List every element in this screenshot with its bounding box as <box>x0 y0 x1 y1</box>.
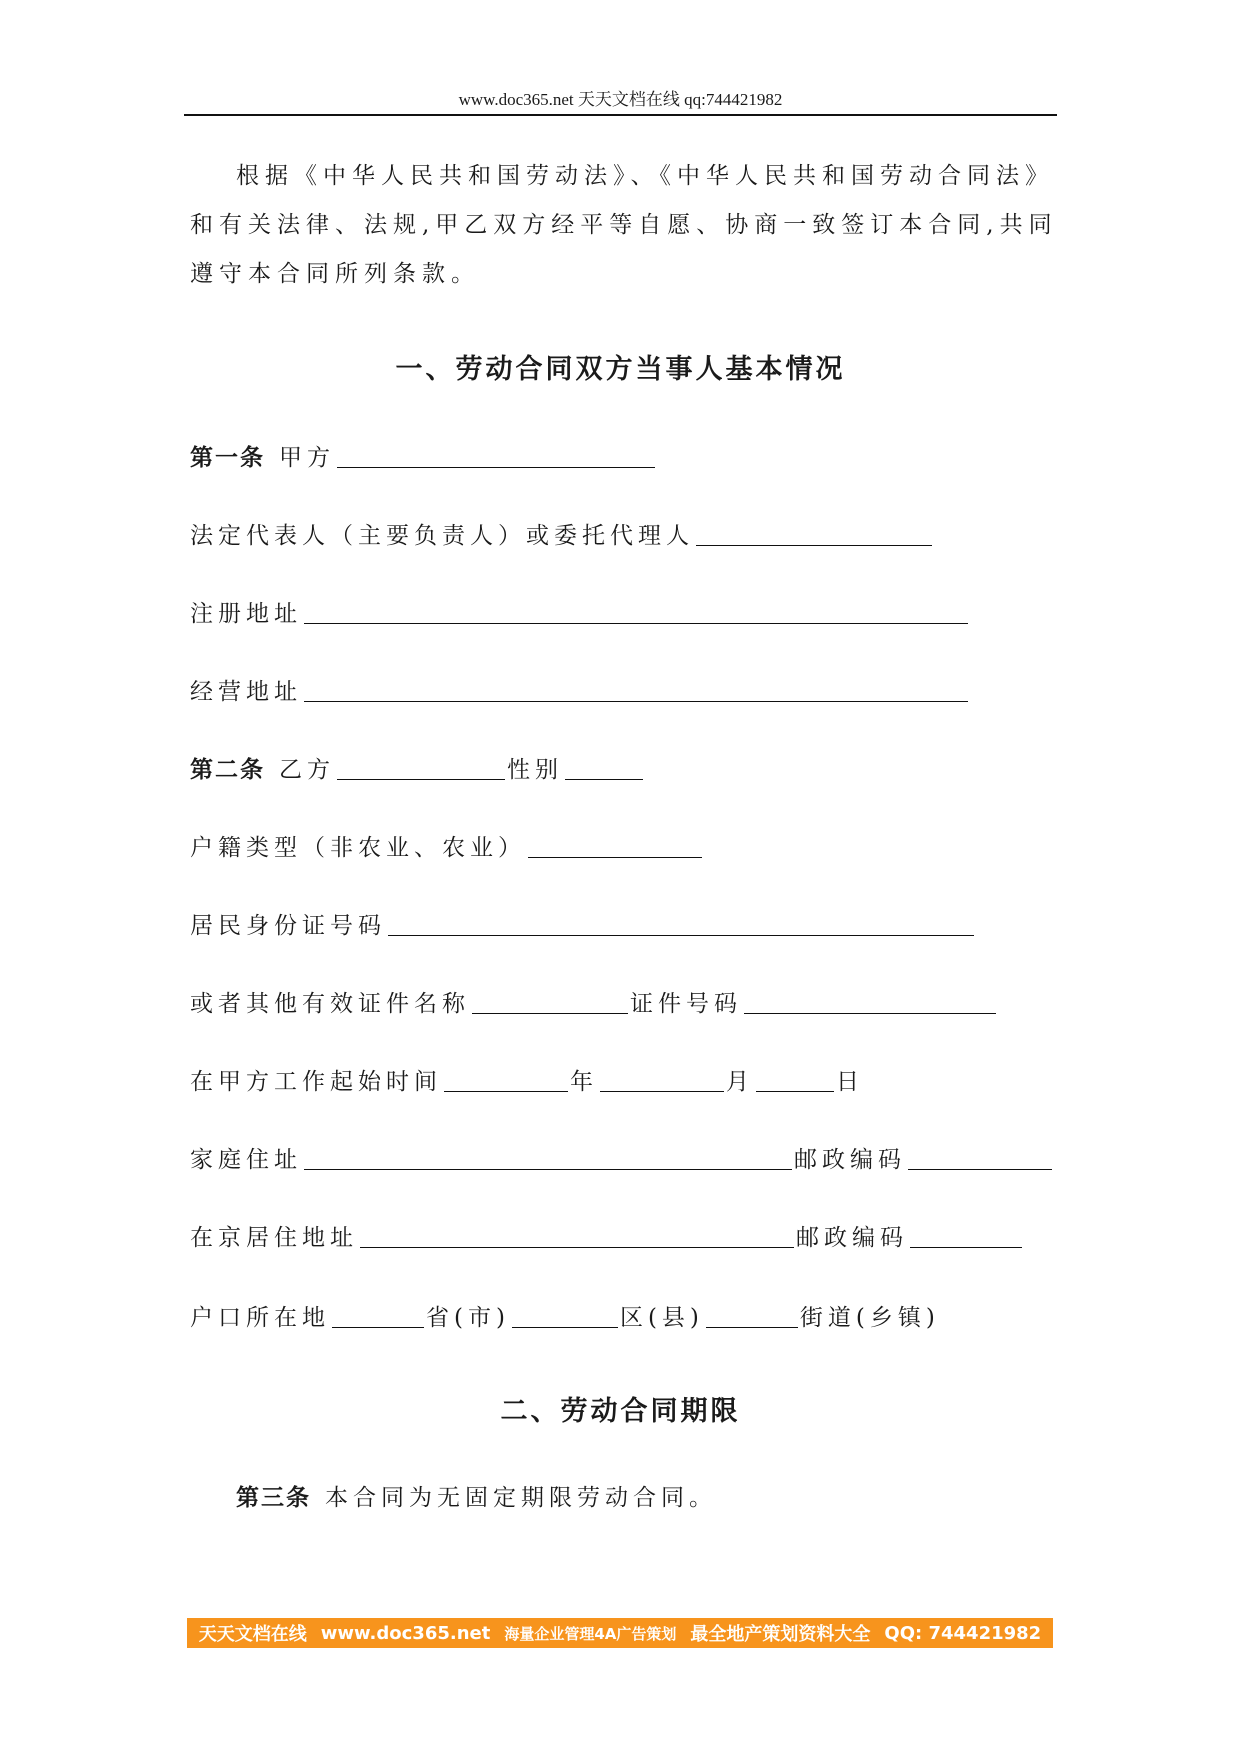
page-header: www.doc365.net 天天文档在线 qq:744421982 <box>458 90 783 109</box>
intro-line-2: 和有关法律、法规,甲乙双方经平等自愿、协商一致签订本合同,共同 <box>190 212 1058 238</box>
id-number-field[interactable] <box>388 907 974 936</box>
footer-url[interactable]: www.doc365.net <box>320 1622 491 1644</box>
party-a-label: 甲方 <box>279 445 335 471</box>
row-hukou-location <box>190 1296 940 1332</box>
party-b-field[interactable] <box>337 751 505 780</box>
year-label: 年 <box>570 1069 598 1095</box>
start-day-field[interactable] <box>756 1063 834 1092</box>
row-hukou-type <box>190 826 704 862</box>
row-legal-rep <box>190 514 934 550</box>
article-1-label: 第一条 <box>190 445 265 471</box>
id-number-label: 居民身份证号码 <box>190 913 386 939</box>
row-article-3 <box>236 1476 717 1512</box>
district-label: 区(县) <box>619 1305 704 1331</box>
article-3-text: 本合同为无固定期限劳动合同。 <box>325 1485 717 1511</box>
reg-address-field[interactable] <box>304 595 968 624</box>
legal-rep-field[interactable] <box>696 517 932 546</box>
other-id-name-field[interactable] <box>472 985 628 1014</box>
other-id-name-label: 或者其他有效证件名称 <box>190 991 470 1017</box>
hukou-type-field[interactable] <box>528 829 702 858</box>
intro-paragraph <box>190 152 1058 299</box>
district-field[interactable] <box>512 1299 618 1328</box>
postcode-label: 邮政编码 <box>794 1147 906 1173</box>
row-id-number <box>190 904 976 940</box>
postcode-field[interactable] <box>908 1141 1052 1170</box>
start-year-field[interactable] <box>444 1063 568 1092</box>
article-3-label: 第三条 <box>236 1485 311 1511</box>
row-party-b <box>190 748 645 784</box>
postcode2-field[interactable] <box>910 1219 1022 1248</box>
intro-line-3: 遵守本合同所列条款。 <box>190 261 480 287</box>
row-start-date <box>190 1060 864 1096</box>
footer-slogan-1: 海量企业管理4A广告策划 <box>504 1624 677 1643</box>
row-beijing-address <box>190 1216 1024 1252</box>
day-label: 日 <box>836 1069 864 1095</box>
home-address-field[interactable] <box>304 1141 792 1170</box>
row-other-id <box>190 982 998 1018</box>
biz-address-field[interactable] <box>304 673 968 702</box>
home-address-label: 家庭住址 <box>190 1147 302 1173</box>
section-title-2: 二、劳动合同期限 <box>500 1396 741 1427</box>
street-field[interactable] <box>706 1299 798 1328</box>
street-label: 街道(乡镇) <box>799 1305 940 1331</box>
cert-number-label: 证件号码 <box>630 991 742 1017</box>
row-home-address <box>190 1138 1054 1174</box>
article-2-label: 第二条 <box>190 757 265 783</box>
biz-address-label: 经营地址 <box>190 679 302 705</box>
province-label: 省(市) <box>426 1305 510 1331</box>
month-label: 月 <box>726 1069 754 1095</box>
footer-qq: QQ: 744421982 <box>884 1622 1042 1644</box>
postcode2-label: 邮政编码 <box>796 1225 908 1251</box>
header-rule <box>184 114 1057 116</box>
footer-slogan-2: 最全地产策划资料大全 <box>690 1624 871 1645</box>
start-date-label: 在甲方工作起始时间 <box>190 1069 442 1095</box>
hukou-type-label: 户籍类型（非农业、农业） <box>190 835 526 861</box>
footer-banner <box>187 1618 1053 1648</box>
section-title-1: 一、劳动合同双方当事人基本情况 <box>395 354 846 385</box>
hukou-location-label: 户口所在地 <box>190 1305 330 1331</box>
row-reg-address <box>190 592 970 628</box>
beijing-address-field[interactable] <box>360 1219 794 1248</box>
gender-field[interactable] <box>565 751 643 780</box>
footer-brand: 天天文档在线 <box>198 1624 307 1645</box>
gender-label: 性别 <box>507 757 563 783</box>
party-a-field[interactable] <box>337 439 655 468</box>
party-b-label: 乙方 <box>279 757 335 783</box>
reg-address-label: 注册地址 <box>190 601 302 627</box>
intro-line-1: 根据《中华人民共和国劳动法》、《中华人民共和国劳动合同法》 <box>236 163 1054 189</box>
province-field[interactable] <box>332 1299 424 1328</box>
cert-number-field[interactable] <box>744 985 996 1014</box>
row-biz-address <box>190 670 970 706</box>
start-month-field[interactable] <box>600 1063 724 1092</box>
row-party-a <box>190 436 657 472</box>
beijing-address-label: 在京居住地址 <box>190 1225 358 1251</box>
legal-rep-label: 法定代表人（主要负责人）或委托代理人 <box>190 523 694 549</box>
